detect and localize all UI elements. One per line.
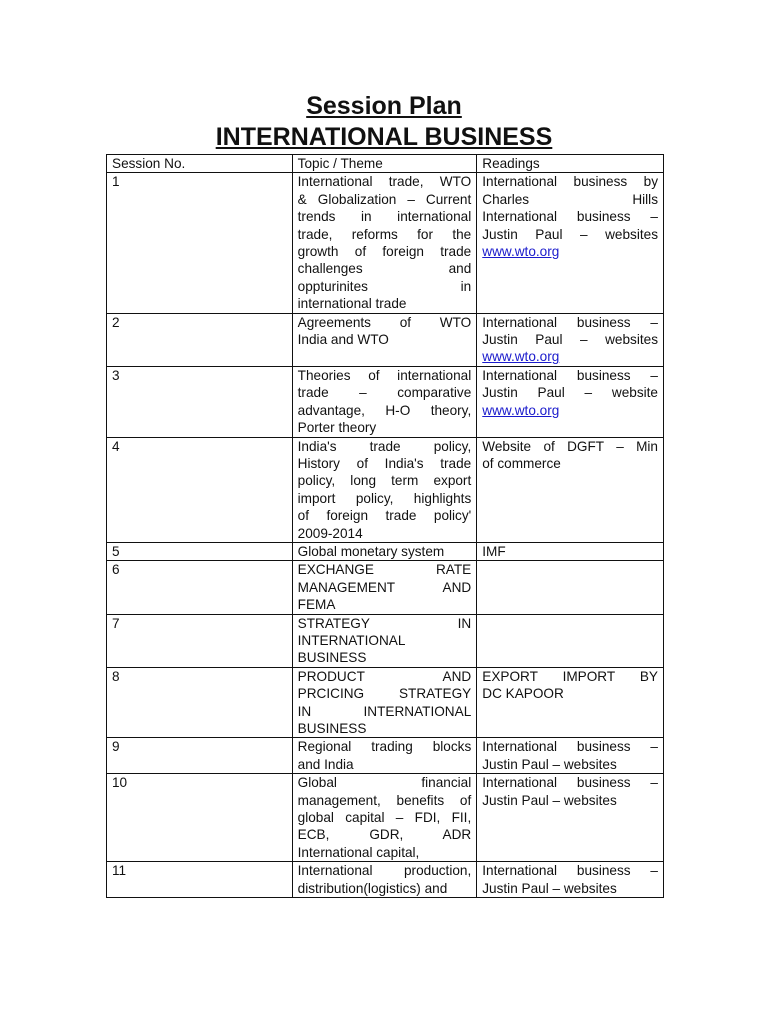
reading-line: Website of DGFT – Min xyxy=(482,438,658,454)
reading-line: International business – xyxy=(482,314,658,330)
topic-line: STRATEGY IN xyxy=(297,615,472,631)
topic-line: Global monetary system xyxy=(297,543,445,559)
session-topic xyxy=(292,542,477,560)
topic-line: History of India's trade xyxy=(297,455,472,471)
topic-line: International capital, xyxy=(297,844,420,860)
table-row xyxy=(107,738,664,774)
reading-line: Justin Paul – websites xyxy=(482,792,617,808)
reading-line: Charles Hills xyxy=(482,191,658,207)
table-row xyxy=(107,542,664,560)
reading-line: International business – xyxy=(482,367,658,383)
wto-website-link[interactable]: www.wto.org xyxy=(482,402,560,418)
session-topic xyxy=(292,437,477,542)
session-number: 6 xyxy=(107,561,293,614)
topic-line: BUSINESS xyxy=(297,721,367,736)
topic-line: MANAGEMENT AND xyxy=(297,579,472,595)
reading-line: Justin Paul – websites xyxy=(482,756,617,772)
reading-line: International business by xyxy=(482,174,658,190)
reading-line: International business – xyxy=(482,209,658,225)
topic-line: FEMA xyxy=(297,597,336,613)
session-topic xyxy=(292,738,477,774)
topic-line: Regional trading blocks xyxy=(297,739,472,755)
reading-line: Justin Paul – website xyxy=(482,385,658,401)
topic-line: India's trade policy, xyxy=(297,438,472,454)
table-row xyxy=(107,667,664,738)
session-number: 7 xyxy=(107,614,293,667)
topic-line: International trade, WTO xyxy=(297,174,472,190)
topic-line: PRCICING STRATEGY xyxy=(297,686,472,702)
reading-line: Justin Paul – websites xyxy=(482,332,658,348)
table-header-row xyxy=(107,155,664,173)
table-row xyxy=(107,366,664,437)
topic-line: import policy, highlights xyxy=(297,490,472,506)
session-topic xyxy=(292,614,477,667)
topic-line: trade, reforms for the xyxy=(297,226,472,242)
session-readings xyxy=(477,173,664,313)
topic-line: policy, long term export xyxy=(297,473,472,489)
topic-line: PRODUCT AND xyxy=(297,668,472,684)
session-number: 9 xyxy=(107,738,293,774)
session-topic xyxy=(292,561,477,614)
session-number: 5 xyxy=(107,542,293,560)
session-readings xyxy=(477,862,664,898)
topic-line: India and WTO xyxy=(297,332,389,348)
header-readings: Readings xyxy=(477,155,664,173)
session-topic xyxy=(292,366,477,437)
session-readings xyxy=(477,614,664,667)
reading-line: Justin Paul – websites xyxy=(482,880,617,896)
document-subtitle: INTERNATIONAL BUSINESS xyxy=(215,123,553,151)
topic-line: Porter theory xyxy=(297,420,377,436)
topic-line: distribution(logistics) and xyxy=(297,880,448,896)
topic-line: advantage, H-O theory, xyxy=(297,402,472,418)
reading-line: International business – xyxy=(482,775,658,791)
topic-line: ECB, GDR, ADR xyxy=(297,827,472,843)
topic-line: challenges and xyxy=(297,261,472,277)
reading-line: International business – xyxy=(482,863,658,879)
session-readings xyxy=(477,738,664,774)
reading-line: DC KAPOOR xyxy=(482,686,564,702)
session-number: 11 xyxy=(107,862,293,898)
session-topic xyxy=(292,667,477,738)
topic-line: & Globalization – Current xyxy=(297,191,472,207)
document-title: Session Plan xyxy=(306,92,462,120)
session-readings xyxy=(477,667,664,738)
session-number: 4 xyxy=(107,437,293,542)
topic-line: Theories of international xyxy=(297,367,472,383)
reading-line: EXPORT IMPORT BY xyxy=(482,668,658,684)
table-row xyxy=(107,774,664,862)
table-row xyxy=(107,862,664,898)
session-topic xyxy=(292,774,477,862)
session-readings xyxy=(477,366,664,437)
session-readings xyxy=(477,774,664,862)
session-number: 3 xyxy=(107,366,293,437)
topic-line: growth of foreign trade xyxy=(297,244,472,260)
session-readings xyxy=(477,542,664,560)
session-number: 2 xyxy=(107,313,293,366)
topic-line: BUSINESS xyxy=(297,650,367,666)
session-topic xyxy=(292,862,477,898)
session-readings xyxy=(477,313,664,366)
table-row xyxy=(107,614,664,667)
session-topic xyxy=(292,313,477,366)
session-plan-table xyxy=(106,154,664,898)
topic-line: EXCHANGE RATE xyxy=(297,562,472,578)
topic-line: trade – comparative xyxy=(297,385,472,401)
wto-website-link[interactable]: www.wto.org xyxy=(482,244,560,260)
session-number: 8 xyxy=(107,667,293,738)
topic-line: Global financial xyxy=(297,775,472,791)
table-row xyxy=(107,561,664,614)
topic-line: INTERNATIONAL xyxy=(297,632,406,648)
header-session-no: Session No. xyxy=(107,155,293,173)
session-number: 1 xyxy=(107,173,293,313)
topic-line: global capital – FDI, FII, xyxy=(297,810,472,826)
session-topic xyxy=(292,173,477,313)
table-row xyxy=(107,173,664,313)
topic-line: management, benefits of xyxy=(297,792,472,808)
session-rows xyxy=(107,173,664,898)
topic-line: International production, xyxy=(297,863,472,879)
session-readings xyxy=(477,437,664,542)
topic-line: of foreign trade policy' xyxy=(297,508,472,524)
reading-line: IMF xyxy=(482,543,506,559)
reading-line: Justin Paul – websites xyxy=(482,226,658,242)
header-topic-theme: Topic / Theme xyxy=(292,155,477,173)
topic-line: trends in international xyxy=(297,209,472,225)
topic-line: and India xyxy=(297,756,354,772)
reading-line: International business – xyxy=(482,739,658,755)
session-readings xyxy=(477,561,664,614)
topic-line: Agreements of WTO xyxy=(297,314,472,330)
reading-line: of commerce xyxy=(482,455,561,471)
session-number: 10 xyxy=(107,774,293,862)
topic-line: IN INTERNATIONAL xyxy=(297,703,472,719)
table-row xyxy=(107,313,664,366)
topic-line: international trade xyxy=(297,296,407,312)
topic-line: 2009-2014 xyxy=(297,525,363,541)
table-row xyxy=(107,437,664,542)
wto-website-link[interactable]: www.wto.org xyxy=(482,349,560,365)
topic-line: oppturinites in xyxy=(297,278,472,294)
